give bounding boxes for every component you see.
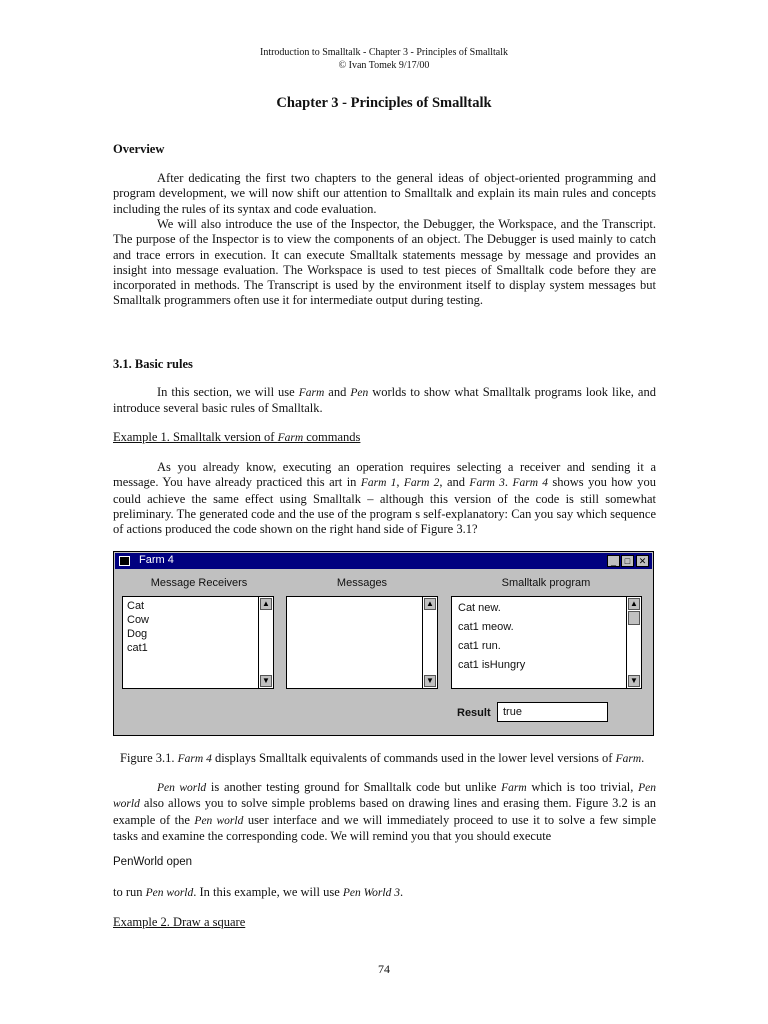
text: also allows you to solve simple problems based on drawing lines and erasing them. Figure 3.2 is an example of the — [113, 796, 656, 827]
overview-heading: Overview — [113, 142, 165, 156]
text: As you already know, executing an operation requires selecting a receiver and sending it a message. You have already practiced this art in — [113, 460, 656, 490]
scroll-up-icon[interactable]: ▲ — [424, 598, 436, 610]
text: shows you how you could achieve the same effect using Smalltalk – although this version of the code is still somewhat preliminary. The generated code and the use of the program s self-explanatory: Can you say which sequence of actions produced the code shown on the right hand side of Figure 3.1? — [113, 475, 656, 537]
text: , and — [439, 475, 470, 490]
farm-4-term: Farm 4 — [177, 753, 212, 765]
code-line: cat1 run. — [458, 640, 501, 652]
text: . — [504, 475, 513, 490]
list-item[interactable]: Cat — [127, 600, 145, 612]
text: displays Smalltalk equivalents of commands used in the lower level versions of — [211, 751, 616, 765]
scroll-down-icon[interactable]: ▼ — [628, 675, 640, 687]
text: . — [399, 885, 404, 899]
pen-world-term: Pen world — [157, 782, 207, 794]
header-line-2: © Ivan Tomek 9/17/00 — [338, 60, 430, 71]
text: commands — [303, 430, 361, 444]
overview-paragraph-2 — [113, 217, 656, 309]
pen-world-paragraph — [113, 780, 656, 844]
receivers-scrollbar[interactable] — [258, 597, 273, 688]
text: and — [324, 385, 351, 399]
pen-world-term: Pen world — [194, 814, 244, 827]
text: , — [396, 475, 404, 490]
farm-term: Farm — [615, 753, 642, 765]
pen-world-term: Pen world — [145, 887, 194, 899]
code-line: Cat new. — [458, 602, 501, 614]
farm4-window — [113, 551, 654, 736]
list-item[interactable]: cat1 — [127, 642, 148, 654]
messages-scrollbar[interactable] — [422, 597, 437, 688]
farm-3-term: Farm 3 — [469, 477, 505, 490]
system-menu-icon[interactable] — [119, 556, 130, 566]
program-scrollbar[interactable] — [626, 597, 641, 688]
text: . In this example, we will use — [193, 885, 343, 899]
program-header: Smalltalk program — [501, 577, 591, 589]
code-line: cat1 isHungry — [458, 659, 526, 671]
page-number: 74 — [378, 962, 390, 976]
run-pen-world-line — [113, 885, 656, 901]
pen-world-3-term: Pen World 3 — [342, 887, 400, 899]
figure-caption — [120, 751, 680, 767]
farm-4-term: Farm 4 — [512, 477, 548, 490]
result-label: Result — [457, 707, 491, 719]
window-title: Farm 4 — [139, 554, 174, 566]
minimize-button[interactable]: _ — [607, 555, 620, 567]
close-button[interactable]: ✕ — [636, 555, 649, 567]
scroll-down-icon[interactable]: ▼ — [424, 675, 436, 687]
receivers-header: Message Receivers — [150, 577, 248, 589]
example-1-paragraph — [113, 460, 656, 537]
example-2-label: Example 2. Draw a square — [113, 915, 246, 929]
farm-2-term: Farm 2 — [403, 477, 440, 490]
receivers-list[interactable] — [122, 596, 274, 689]
scroll-up-icon[interactable]: ▲ — [628, 598, 640, 610]
overview-p1-text: After dedicating the first two chapters to the general ideas of object-oriented programming and program development, we will now shift our attention to Smalltalk and explain its main rules and concepts including the rules of its syntax and code evaluation. — [113, 171, 656, 216]
messages-header: Messages — [336, 577, 388, 589]
farm-term: Farm — [277, 432, 304, 444]
text: user interface and we will immediately proceed to use it to solve a few simple tasks and examine the corresponding code. We will remind you that you should execute — [113, 812, 656, 843]
text: Figure 3.1. — [120, 751, 178, 765]
maximize-button[interactable]: □ — [621, 555, 634, 567]
text: which is too trivial, — [526, 780, 639, 794]
program-text-area[interactable] — [451, 596, 642, 689]
farm-1-term: Farm 1 — [360, 477, 397, 490]
messages-list[interactable] — [286, 596, 438, 689]
text: In this section, we will use — [157, 385, 299, 399]
scroll-up-icon[interactable]: ▲ — [260, 598, 272, 610]
text: . — [641, 751, 645, 765]
pen-term: Pen — [350, 387, 369, 399]
list-item[interactable]: Cow — [127, 614, 150, 626]
overview-paragraph-1 — [113, 171, 656, 217]
text: to run — [113, 885, 146, 899]
running-header — [0, 46, 768, 72]
header-line-1: Introduction to Smalltalk - Chapter 3 - Principles of Smalltalk — [259, 47, 508, 58]
result-field[interactable]: true — [497, 702, 608, 722]
chapter-title: Chapter 3 - Principles of Smalltalk — [276, 95, 492, 111]
basic-rules-heading: 3.1. Basic rules — [113, 357, 193, 371]
farm-term: Farm — [298, 387, 325, 399]
pen-world-term: Pen world — [113, 782, 656, 811]
text: worlds to show what Smalltalk programs look like, and introduce several basic rules of Smalltalk. — [113, 385, 656, 416]
basic-rules-paragraph — [113, 385, 656, 417]
overview-p2-text: We will also introduce the use of the Inspector, the Debugger, the Workspace, and the Transcript. The purpose of the Inspector is to view the components of an object. The Debugger is used mainly to catch and trace errors in execution. It can execute Smalltalk statements message by message and provides an insight into message evaluation. The Workspace is used to test pieces of Smalltalk code before they are incorporated in methods. The Transcript is used by the environment itself to display system messages but Smalltalk programmers often use it for intermediate output during testing. — [113, 217, 656, 308]
code-snippet: PenWorld open — [113, 856, 193, 868]
list-item[interactable]: Dog — [127, 628, 148, 640]
text: is another testing ground for Smalltalk code but unlike — [206, 780, 502, 794]
window-titlebar[interactable] — [115, 553, 652, 569]
example-1-label — [113, 430, 656, 446]
scroll-down-icon[interactable]: ▼ — [260, 675, 272, 687]
text: Example 1. Smalltalk version of — [113, 430, 278, 444]
scroll-thumb[interactable] — [628, 611, 640, 625]
code-line: cat1 meow. — [458, 621, 514, 633]
farm-term: Farm — [501, 782, 527, 794]
